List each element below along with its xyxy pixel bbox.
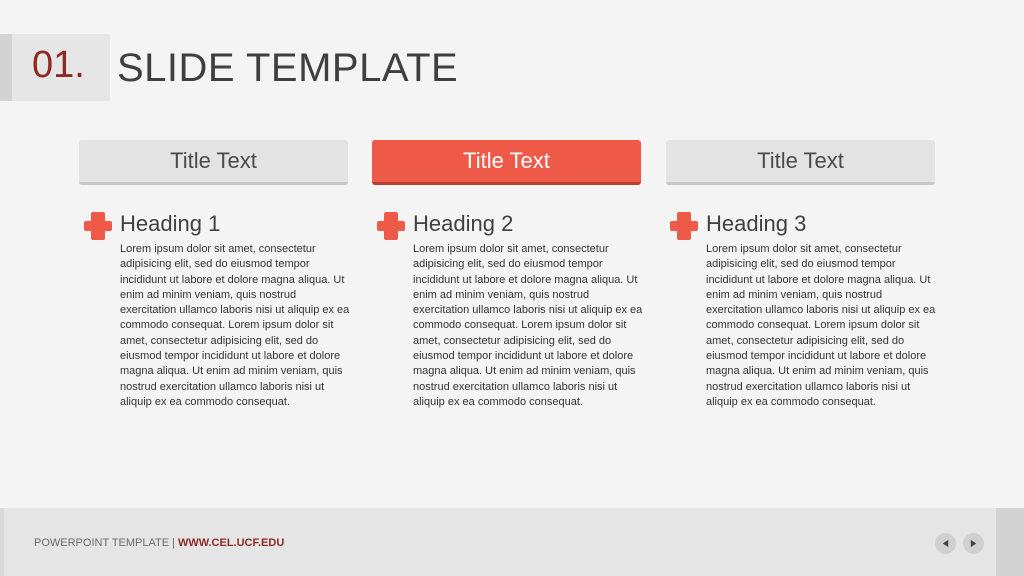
slide-number-box — [0, 34, 110, 101]
column-1 — [120, 208, 360, 410]
plus-icon — [375, 210, 407, 242]
tab-1[interactable]: Title Text — [79, 140, 348, 185]
next-slide-button[interactable] — [963, 533, 984, 554]
footer-text — [34, 537, 284, 549]
column-2 — [413, 208, 653, 410]
prev-slide-button[interactable] — [935, 533, 956, 554]
footer-separator: | — [172, 537, 175, 549]
column-body: Lorem ipsum dolor sit amet, consectetur adipisicing elit, sed do eiusmod tempor incididunt ut labore et dolore magna aliqua. Ut enim ad minim veniam, quis nostrud exercitation ullamco laboris nisi ut aliquip ex ea commodo consequat. Lorem ipsum dolor sit amet, consectetur adipisicing elit, sed do eiusmod tempor incididunt ut labore et dolore magna aliqua. Ut enim ad minim veniam, quis nostrud exercitation ullamco laboris nisi ut aliquip ex ea commodo consequat. — [706, 243, 936, 408]
slide-number: 01. — [32, 44, 85, 86]
slide-title: SLIDE TEMPLATE — [117, 46, 459, 90]
column-3 — [706, 208, 946, 410]
tab-2[interactable]: Title Text — [372, 140, 641, 185]
footer-template-label: POWERPOINT TEMPLATE — [34, 537, 170, 549]
footer-url[interactable]: WWW.CEL.UCF.EDU — [177, 537, 285, 549]
triangle-left-icon — [941, 539, 950, 548]
column-heading: Heading 3 — [706, 211, 807, 236]
triangle-right-icon — [969, 539, 978, 548]
footer-left-stripe — [0, 508, 4, 576]
plus-icon — [668, 210, 700, 242]
column-body: Lorem ipsum dolor sit amet, consectetur adipisicing elit, sed do eiusmod tempor incididunt ut labore et dolore magna aliqua. Ut enim ad minim veniam, quis nostrud exercitation ullamco laboris nisi ut aliquip ex ea commodo consequat. Lorem ipsum dolor sit amet, consectetur adipisicing elit, sed do eiusmod tempor incididunt ut labore et dolore magna aliqua. Ut enim ad minim veniam, quis nostrud exercitation ullamco laboris nisi ut aliquip ex ea commodo consequat. — [120, 243, 350, 408]
footer-bar — [0, 508, 1024, 576]
tab-3[interactable]: Title Text — [666, 140, 935, 185]
column-heading: Heading 1 — [120, 211, 221, 236]
column-body: Lorem ipsum dolor sit amet, consectetur adipisicing elit, sed do eiusmod tempor incididunt ut labore et dolore magna aliqua. Ut enim ad minim veniam, quis nostrud exercitation ullamco laboris nisi ut aliquip ex ea commodo consequat. Lorem ipsum dolor sit amet, consectetur adipisicing elit, sed do eiusmod tempor incididunt ut labore et dolore magna aliqua. Ut enim ad minim veniam, quis nostrud exercitation ullamco laboris nisi ut aliquip ex ea commodo consequat. — [413, 243, 643, 408]
plus-icon — [82, 210, 114, 242]
column-heading: Heading 2 — [413, 211, 514, 236]
footer-right-stripe — [996, 508, 1024, 576]
slide-number-stripe — [0, 34, 12, 101]
